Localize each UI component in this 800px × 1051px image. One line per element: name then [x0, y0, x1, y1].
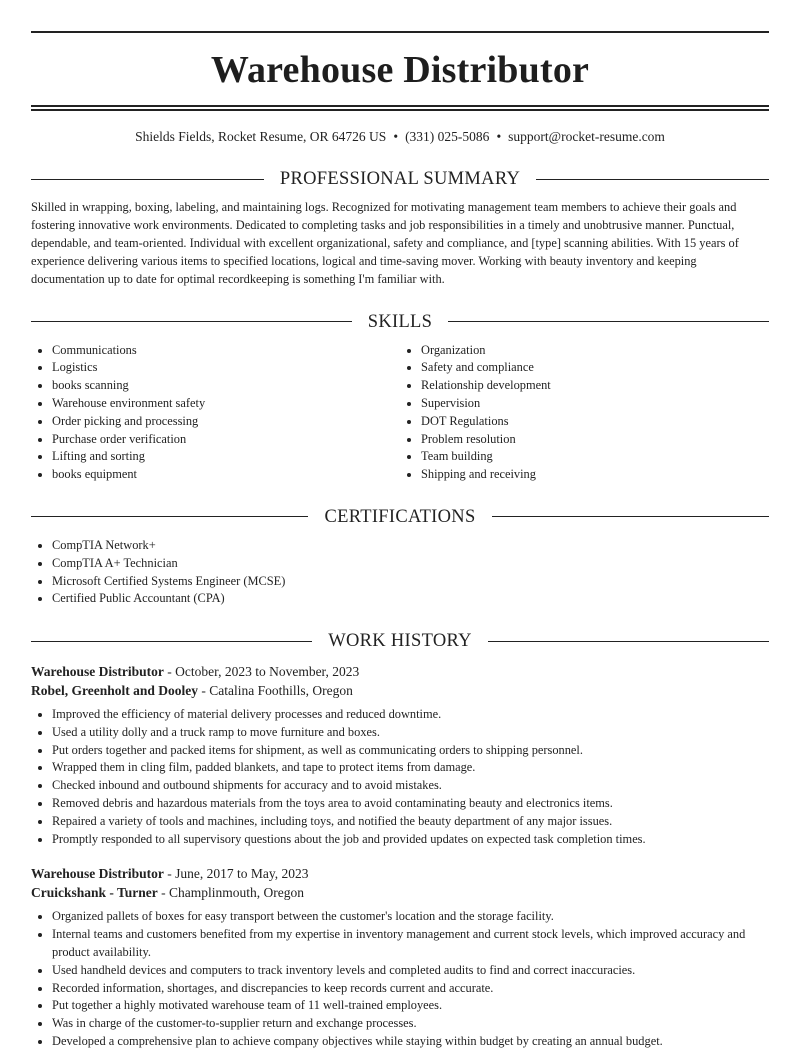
skill-item: • Shipping and receiving — [421, 466, 769, 484]
skill-item: • Team building — [421, 448, 769, 466]
job-bullet: • Recorded information, shortages, and discrepancies to keep records current and accurate. — [52, 980, 769, 998]
skill-item: • Purchase order verification — [52, 431, 400, 449]
skill-item: • Problem resolution — [421, 431, 769, 449]
job-entry — [31, 864, 769, 1050]
contact-line — [31, 128, 769, 146]
skill-item: • Organization — [421, 342, 769, 360]
job-bullet: • Developed a comprehensive plan to achieve company objectives while staying within budget by creating an annual budget. — [52, 1033, 769, 1051]
skills-list-right — [400, 342, 769, 484]
job-bullet: • Improved the efficiency of material delivery processes and reduced downtime. — [52, 706, 769, 724]
job-dates: - June, 2017 to May, 2023 — [163, 866, 309, 882]
job-bullets — [31, 908, 769, 1050]
job-bullet: • Used handheld devices and computers to track inventory levels and completed audits to find and correct inaccuracies. — [52, 962, 769, 980]
job-dates: - October, 2023 to November, 2023 — [163, 664, 360, 680]
job-title: Warehouse Distributor — [31, 664, 164, 680]
skill-item: • Warehouse environment safety — [52, 395, 400, 413]
contact-separator: • — [393, 129, 399, 144]
job-bullet: • Wrapped them in cling film, padded blankets, and tape to protect items from damage. — [52, 759, 769, 777]
contact-phone: (331) 025-5086 — [405, 129, 490, 144]
resume-page — [31, 0, 769, 1051]
top-rule — [31, 31, 769, 33]
job-bullet: • Repaired a variety of tools and machines, including toys, and notified the beauty department of any major issues. — [52, 813, 769, 831]
job-bullet: • Put together a highly motivated warehouse team of 11 well-trained employees. — [52, 997, 769, 1015]
section-heading-text: CERTIFICATIONS — [324, 506, 476, 527]
certification-item: • Certified Public Accountant (CPA) — [52, 590, 769, 608]
skills-list-left — [31, 342, 400, 484]
heading-rule-left — [31, 179, 264, 180]
resume-title: Warehouse Distributor — [210, 49, 590, 91]
heading-rule-left — [31, 641, 312, 642]
summary-text: Skilled in wrapping, boxing, labeling, and maintaining logs. Recognized for motivating management team members to achieve their goals and fostering innovative work environments. Dedicated to completing tasks and job responsibilities in a timely and unobtrusive manner. Punctual, dependable, and team-oriented. Individual with excellent organizational, safety and compliance, and [type] scanning abilities. With 15 years of experience delivering various items to specified locations, logical and time-saving mover. Working with beauty inventory and keeping documentation up to date for optimal recordkeeping is something I'm familiar with. — [31, 200, 739, 286]
heading-rule-right — [536, 179, 769, 180]
job-bullet: • Organized pallets of boxes for easy transport between the customer's location and the storage facility. — [52, 908, 769, 926]
job-company-line — [31, 681, 769, 700]
heading-rule-right — [488, 641, 769, 642]
work-history-heading — [31, 630, 769, 652]
job-bullet: • Internal teams and customers benefited from my expertise in inventory management and current stock levels, which improved accuracy and product availability. — [52, 926, 769, 962]
job-bullet: • Removed debris and hazardous materials from the toys area to avoid contaminating beauty and electronics items. — [52, 795, 769, 813]
certifications-heading — [31, 506, 769, 528]
job-title-line — [31, 662, 769, 681]
contact-email: support@rocket-resume.com — [508, 129, 665, 144]
section-heading-text: PROFESSIONAL SUMMARY — [279, 169, 521, 189]
skill-item: • books scanning — [52, 377, 400, 395]
certification-item: • Microsoft Certified Systems Engineer (MCSE) — [52, 573, 769, 591]
certification-item: • CompTIA Network+ — [52, 537, 769, 555]
job-company: Cruickshank - Turner — [31, 885, 158, 901]
heading-rule-right — [492, 516, 769, 517]
job-company-line — [31, 883, 769, 902]
skills-heading — [31, 311, 769, 333]
heading-rule-right — [448, 321, 769, 322]
summary-heading — [31, 168, 769, 190]
skill-item: • Supervision — [421, 395, 769, 413]
skill-item: • Communications — [52, 342, 400, 360]
certification-item: • CompTIA A+ Technician — [52, 555, 769, 573]
title-double-rule — [31, 105, 769, 111]
skill-item: • Safety and compliance — [421, 359, 769, 377]
skill-item: • Relationship development — [421, 377, 769, 395]
job-title-line — [31, 864, 769, 883]
job-bullet: • Promptly responded to all supervisory questions about the job and provided updates on expected task completion times. — [52, 831, 769, 849]
job-location: - Champlinmouth, Oregon — [157, 885, 305, 901]
skills-columns — [31, 342, 769, 484]
skill-item: • Order picking and processing — [52, 413, 400, 431]
skill-item: • DOT Regulations — [421, 413, 769, 431]
job-bullet: • Put orders together and packed items for shipment, as well as communicating orders to shipping personnel. — [52, 742, 769, 760]
heading-rule-left — [31, 321, 352, 322]
job-bullet: • Used a utility dolly and a truck ramp to move furniture and boxes. — [52, 724, 769, 742]
job-title: Warehouse Distributor — [31, 866, 164, 882]
job-company: Robel, Greenholt and Dooley — [31, 683, 199, 699]
job-bullet: • Checked inbound and outbound shipments for accuracy and to avoid mistakes. — [52, 777, 769, 795]
certifications-list — [31, 537, 769, 608]
job-bullet: • Was in charge of the customer-to-supplier return and exchange processes. — [52, 1015, 769, 1033]
heading-rule-left — [31, 516, 308, 517]
skill-item: • Lifting and sorting — [52, 448, 400, 466]
section-heading-text: SKILLS — [367, 311, 433, 332]
contact-address: Shields Fields, Rocket Resume, OR 64726 US — [135, 129, 387, 144]
job-entry — [31, 662, 769, 848]
skill-item: • Logistics — [52, 359, 400, 377]
job-location: - Catalina Foothills, Oregon — [198, 683, 353, 699]
section-heading-text: WORK HISTORY — [328, 631, 472, 652]
skill-item: • books equipment — [52, 466, 400, 484]
job-bullets — [31, 706, 769, 848]
contact-separator: • — [496, 129, 502, 144]
